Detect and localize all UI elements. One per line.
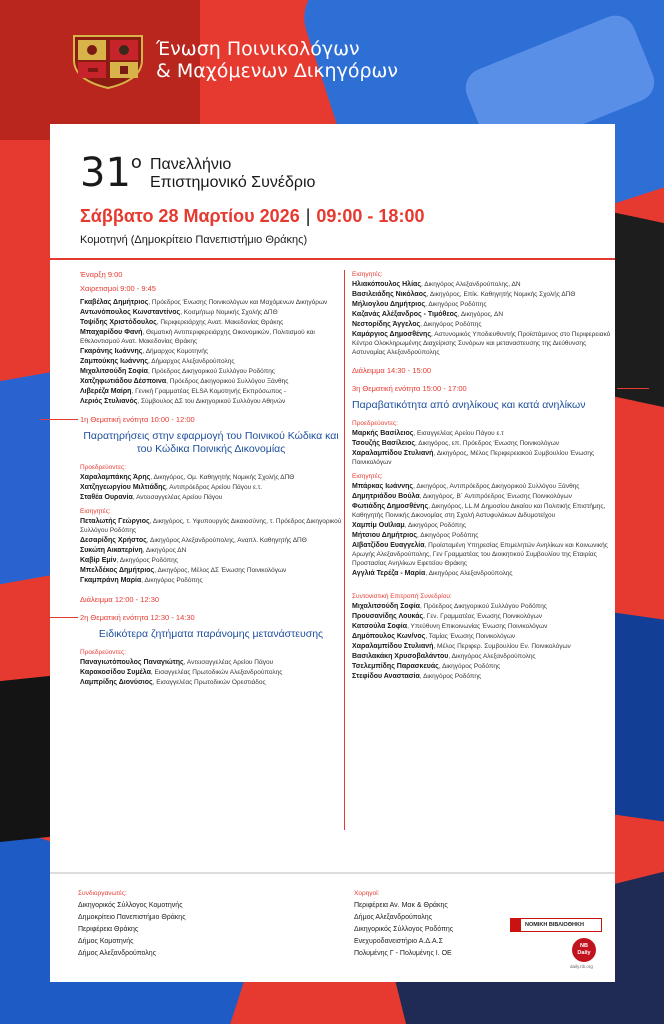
person-role: , Δικηγόρος Αλεξανδρούπολης <box>448 653 536 660</box>
person-role: , Εισαγγελέας Πρωτοδικών Αλεξανδρούπολης <box>150 669 283 676</box>
person-role: , Πρόεδρος Δικηγορικού Συλλόγου Ξάνθης <box>166 378 289 385</box>
person-name: Γκαράνης Ιωάννης <box>80 348 143 355</box>
footer-item: Δήμος Κομοτηνής <box>78 938 134 945</box>
event-date <box>80 206 424 227</box>
greetings-heading: Χαιρετισμοί 9:00 - 9:45 <box>80 284 156 293</box>
person-name: Σταθέα Ουρανία <box>80 494 133 501</box>
person-role: , Αστυνομικός Υποδιευθυντής Προϊστάμενος στο Περιφερειακό Κέντρο Ολοκληρωμένης Διαχείρισης Συνόρων και μεταναστευσης της Διεύθυνσης Αστυνομίας Αλεξανδρούπολης <box>352 331 611 356</box>
edition-number <box>80 150 142 196</box>
session-1-topic: Παρατηρήσεις στην εφαρμογή του Ποινικού Κώδικα και του Κώδικα Ποινικής Δικονομίας <box>83 430 339 455</box>
time-text: 09:00 - 18:00 <box>316 206 425 226</box>
program-card <box>50 124 615 982</box>
person-role: , Αντιπρόεδρος Αρείου Πάγου ε.τ. <box>166 484 263 491</box>
person-entry <box>80 517 342 535</box>
session-1-heading: 1η Θεματική ενότητα 10:00 - 12:00 <box>80 415 342 424</box>
person-name: Μιχαλιτσούδη Σοφία <box>80 368 148 375</box>
person-entry <box>352 290 614 299</box>
date-text: Σάββατο 28 Μαρτίου 2026 <box>80 206 300 226</box>
person-entry <box>352 320 614 329</box>
session-1-speakers <box>80 517 342 585</box>
break-1: Διάλειμμα 12:00 - 12:30 <box>80 595 160 604</box>
person-name: Χαραλαμπίδου Στυλιανή <box>352 450 434 457</box>
person-entry <box>80 318 342 327</box>
person-role: , Αντεισαγγελέας Αρείου Πάγου <box>132 494 223 501</box>
person-role: , Δικηγόρος Αλεξανδρούπολης, Αναπλ. Καθηγητής ΔΠΘ <box>146 537 307 544</box>
person-role: , Δικηγόρος, Β΄ Αντιπρόεδρος Ένωσης Ποινικολόγων <box>419 493 572 500</box>
person-role: , Δήμαρχος Αλεξανδρούπολης <box>148 358 235 365</box>
crest-logo <box>70 30 146 90</box>
person-name: Γκαβέλας Δημήτριος <box>80 299 149 306</box>
person-role: , Δικηγόρος Ροδόπης <box>420 321 482 328</box>
person-name: Μαρκής Βασίλειος <box>352 430 414 437</box>
person-role: , Δικηγόρος Ροδόπης <box>417 532 479 539</box>
person-role: , Δικηγόρος, Μέλος Περιφερειακού Συμβουλίου Ένωσης Ποινικολόγων <box>352 450 595 466</box>
person-role: , Ταμίας Ένωσης Ποινικολόγων <box>425 633 516 640</box>
person-role: , Θεματική Αντιπεριφερειάρχης Οικονομικών, Πολιτισμού και Εθελοντισμού Ανατ. Μακεδονίας Θράκης <box>80 329 315 345</box>
person-name: Χατζηφωτιάδου Δέσποινα <box>80 378 167 385</box>
person-entry <box>80 576 342 585</box>
person-name: Νεστορίδης Άγγελος <box>352 321 421 328</box>
person-entry <box>352 632 614 641</box>
person-role: , Δικηγόρος, Αντιπρόεδρος Δικηγορικού Συλλόγου Ξάνθης <box>413 483 580 490</box>
person-name: Καβίρ Εμίν <box>80 557 117 564</box>
person-name: Γκαμπράνη Μαρία <box>80 577 142 584</box>
session-1-speakers-label: Εισηγητές: <box>80 508 111 515</box>
person-entry <box>352 541 614 568</box>
nb-line-1: NB <box>580 943 588 949</box>
person-entry <box>352 569 614 578</box>
person-name: Παναγιωτόπουλος Παναγιώτης <box>80 659 184 666</box>
footer-item: Δήμος Αλεξανδρούπολης <box>354 914 433 921</box>
person-role: , Εισαγγελέας Πρωτοδικών Ορεστιάδος <box>152 679 266 686</box>
edition-number-value: 31 <box>80 150 131 196</box>
person-role: , Δικηγόρος Αλεξανδρούπολης <box>425 570 513 577</box>
conference-title-line-1: Πανελλήνιο <box>150 156 232 173</box>
person-name: Συκώτη Αικατερίνη <box>80 547 143 554</box>
person-name: Χαμπίμ Ουϊλιαμ <box>352 522 405 529</box>
person-role: , Δικηγόρος, τ. Υφυπουργός Δικαιοσύνης, τ. Πρόεδρος Δικηγορικού Συλλόγου Ροδόπης <box>80 518 342 534</box>
person-entry <box>80 397 342 406</box>
person-role: , Γενική Γραμματέας ELSA Κομοτηνής Εκπρόσωπος - <box>131 388 287 395</box>
nomiki-label: ΝΟΜΙΚΗ ΒΙΒΛΙΟΘΗΚΗ <box>525 922 584 928</box>
person-entry <box>352 280 614 289</box>
person-entry <box>352 502 614 520</box>
person-entry <box>80 473 342 482</box>
person-name: Μιχαλιτσούδη Σοφία <box>352 603 420 610</box>
person-entry <box>80 668 342 677</box>
person-role: , Κοσμήτωρ Νομικής Σχολής ΔΠΘ <box>180 309 278 316</box>
person-name: Δημητριάδου Βούλα <box>352 493 420 500</box>
committee-label: Συντονιστική Επιτροπή Συνεδρίου: <box>352 593 452 600</box>
person-entry <box>80 483 342 492</box>
person-entry <box>352 310 614 319</box>
right-column <box>352 270 614 682</box>
co-organizers-label: Συνδιοργανωτές: <box>78 890 127 897</box>
nb-line-2: Daily <box>577 950 591 956</box>
footer-item: Δικηγορικός Σύλλογος Ροδόπης <box>354 926 454 933</box>
person-role: , Σύμβουλος ΔΣ του Δικηγορικού Συλλόγου Αθηνών <box>137 398 286 405</box>
person-entry <box>352 492 614 501</box>
person-name: Μπαχαρίδου Φανή <box>80 329 143 336</box>
person-entry <box>352 652 614 661</box>
person-entry <box>352 662 614 671</box>
person-name: Λιβερέζα Μαίρη <box>80 388 132 395</box>
person-entry <box>352 521 614 530</box>
person-entry <box>80 308 342 317</box>
event-place: Κομοτηνή (Δημοκρίτειο Πανεπιστήμιο Θράκης) <box>80 234 308 246</box>
session-3-topic: Παραβατικότητα από ανηλίκους και κατά ανηλίκων <box>352 399 586 411</box>
greeters-list <box>80 298 342 406</box>
person-entry <box>352 330 614 357</box>
person-role: , Δικηγόρος Ροδόπης <box>141 577 203 584</box>
edition-ordinal: ο <box>130 152 142 173</box>
opening: Έναρξη 9:00 <box>80 270 123 279</box>
person-name: Φωτιάδης Δημοσθένης <box>352 503 429 510</box>
footer-item: Περιφέρεια Θράκης <box>78 926 139 933</box>
person-role: , Μέλος Περιφερ. Συμβουλίου Εν. Ποινικολόγων <box>433 643 571 650</box>
person-entry <box>352 449 614 467</box>
person-name: Κατσούλα Σοφία <box>352 623 408 630</box>
person-name: Μπάρκας Ιωάννης <box>352 483 414 490</box>
person-entry <box>80 367 342 376</box>
hero <box>50 124 615 260</box>
person-name: Ζαμπούκης Ιωάννης <box>80 358 149 365</box>
person-name: Τοψίδης Χριστόδουλος <box>80 319 157 326</box>
person-entry <box>80 347 342 356</box>
person-entry <box>352 300 614 309</box>
person-entry <box>352 531 614 540</box>
footer <box>50 872 615 982</box>
co-organizers-list <box>78 900 186 960</box>
person-role: , Δήμαρχος Κομοτηνής <box>142 348 208 355</box>
session-3-chairs-label: Προεδρεύοντες: <box>352 420 398 427</box>
left-column <box>80 270 342 688</box>
person-name: Βασιλειάδης Νικόλαος <box>352 291 427 298</box>
person-role: , Δικηγόρος Ροδόπης <box>404 522 467 529</box>
person-name: Μήτσιου Δημήτριος <box>352 532 417 539</box>
person-role: , Δικηγόρος, Ομ. Καθηγητής Νομικής Σχολής ΔΠΘ <box>150 474 295 481</box>
person-entry <box>80 328 342 346</box>
person-entry <box>80 556 342 565</box>
footer-item: Δήμος Αλεξανδρούπολης <box>78 950 157 957</box>
person-role: , Δικηγόρος Ροδόπης <box>425 301 487 308</box>
session-3-speakers-label: Εισηγητές: <box>352 473 383 480</box>
person-name: Ηλιακόπουλος Ηλίας <box>352 281 421 288</box>
person-name: Αϊβατζίδου Ευαγγελία <box>352 542 425 549</box>
person-entry <box>80 387 342 396</box>
person-entry <box>80 566 342 575</box>
person-name: Λεριός Στυλιανός <box>80 398 138 405</box>
person-name: Μήλιογλου Δημήτριος <box>352 301 426 308</box>
person-role: , Δικηγόρος, επ. Πρόεδρος Ένωσης Ποινικολόγων <box>414 440 560 447</box>
person-name: Χαραλαμπίδου Στυλιανή <box>352 643 434 650</box>
conference-title-line-2: Επιστημονικό Συνέδριο <box>150 174 316 191</box>
person-entry <box>80 298 342 307</box>
sponsors-list <box>354 900 453 960</box>
break-2: Διάλειμμα 14:30 - 15:00 <box>352 366 432 375</box>
session-1-chairs-label: Προεδρεύοντες: <box>80 464 126 471</box>
person-role: , Δικηγόρος, LL.M Δημοσίου Δικαίου και Πολιτικής Επιστήμης, Καθηγητής Ποινικής Δικονομίας στη Σχολή Αστυφυλάκων Διδυμοτείχου <box>352 503 606 519</box>
person-entry <box>80 357 342 366</box>
session-3-heading: 3η Θεματική ενότητα 15:00 - 17:00 <box>352 384 614 393</box>
person-role: , Περιφερειάρχης Ανατ. Μακεδονίας Θράκης <box>156 319 284 326</box>
person-entry <box>352 429 614 438</box>
book-icon <box>511 919 521 931</box>
person-role: , Πρόεδρος Δικηγορικού Συλλόγου Ροδόπης <box>419 603 547 610</box>
org-line-2: & Μαχόμενων Δικηγόρων <box>156 60 399 82</box>
nb-daily-url: daily.nb.org <box>570 964 593 969</box>
sponsors <box>354 890 453 960</box>
nomiki-vivliothiki-logo <box>510 918 602 932</box>
footer-item: Δημοκρίτειο Πανεπιστήμιο Θράκης <box>78 914 186 921</box>
person-entry <box>352 642 614 651</box>
person-role: , Δικηγόρος Αλεξανδρούπολης, ΔΝ <box>420 281 521 288</box>
person-role: , Δικηγόρος Ροδόπης <box>116 557 178 564</box>
person-role: , Προϊσταμένη Υπηρεσίας Επιμελητών Ανηλίκων και Κοινωνικής Αρωγής Αλεξανδρούπολης, Γεν Γραμματέας του Διοικητικού Συμβουλίου της Εταιρίας Προστασίας Ανηλίκων Εφετείου Θράκης <box>352 542 608 567</box>
footer-item: Δικηγορικός Σύλλογος Κομοτηνής <box>78 902 183 909</box>
person-name: Μπελδέκος Δημήτριος <box>80 567 155 574</box>
person-name: Στεφίδου Αναστασία <box>352 673 420 680</box>
date-separator: | <box>305 206 311 226</box>
person-role: , Γεν. Γραμματέας Ένωσης Ποινικολόγων <box>423 613 542 620</box>
column-divider <box>344 270 345 830</box>
footer-item: Πολυμένης Γ - Πολυμένης Ι. ΟΕ <box>354 950 452 957</box>
person-role: , Δικηγόρος ΔΝ <box>142 547 187 554</box>
person-name: Αγγλιά Τερέζα - Μαρία <box>352 570 426 577</box>
org-line-1: Ένωση Ποινικολόγων <box>156 38 360 60</box>
person-role: , Πρόεδρος Ένωσης Ποινικολόγων και Μαχόμενων Δικηγόρων <box>148 299 328 306</box>
session-2-heading: 2η Θεματική ενότητα 12:30 - 14:30 <box>80 613 342 622</box>
person-name: Πεταλωτής Γεώργιος <box>80 518 150 525</box>
person-name: Καζανάς Αλέξανδρος - Τιμόθεος <box>352 311 458 318</box>
person-entry <box>80 536 342 545</box>
person-entry <box>80 546 342 555</box>
session-2-topic: Ειδικότερα ζητήματα παράνομης μετανάστευσης <box>98 628 324 640</box>
person-role: , Αντεισαγγελέας Αρείου Πάγου <box>183 659 274 666</box>
session-2-chairs <box>80 658 342 687</box>
person-name: Βασιλακάκη Χρυσοβαλάντου <box>352 653 449 660</box>
session-2-chairs-label: Προεδρεύοντες: <box>80 649 126 656</box>
sponsors-label: Χορηγοί: <box>354 890 380 897</box>
footer-item: Περιφέρεια Αν. Μακ & Θράκης <box>354 902 448 909</box>
person-entry <box>352 482 614 491</box>
person-role: , Δικηγόρος, Μέλος ΔΣ Ένωσης Ποινικολόγων <box>154 567 287 574</box>
person-entry <box>80 377 342 386</box>
person-name: Προυσανίδης Λουκάς <box>352 613 424 620</box>
session-3-chairs <box>352 429 614 467</box>
person-role: , Υπεύθυνη Επικοινωνίας Ένωσης Ποινικολόγων <box>407 623 548 630</box>
person-role: , Δικηγόρος, ΔΝ <box>457 311 504 318</box>
conference-title <box>150 156 315 192</box>
person-entry <box>352 622 614 631</box>
person-role: , Εισαγγελέας Αρείου Πάγου ε.τ <box>413 430 504 437</box>
session-3-speakers <box>352 482 614 578</box>
person-entry <box>80 658 342 667</box>
person-name: Δεσαρίδης Χρήστος <box>80 537 147 544</box>
header <box>70 30 398 90</box>
person-entry <box>80 678 342 687</box>
person-name: Χαραλαμπάκης Άρης <box>80 474 151 481</box>
person-entry <box>352 672 614 681</box>
person-name: Τσελεμπίδης Παρασκευάς <box>352 663 439 670</box>
footer-item: Ενεχυροδανειστήριο Α.Δ.Α.Σ <box>354 938 443 945</box>
person-name: Καμάργιος Δημοσθένης <box>352 331 431 338</box>
person-entry <box>80 493 342 502</box>
person-role: , Δικηγόρος Ροδόπης <box>419 673 482 680</box>
session-1-chairs <box>80 473 342 502</box>
person-name: Χατζηγεωργίου Μιλτιάδης <box>80 484 167 491</box>
organization-name <box>156 38 398 82</box>
session-2-speakers <box>352 280 614 357</box>
nb-daily-logo <box>572 938 596 962</box>
person-role: , Δικηγόρος Ροδόπης <box>438 663 501 670</box>
person-name: Λαμπρίδης Διονύσιος <box>80 679 153 686</box>
person-entry <box>352 602 614 611</box>
person-entry <box>352 612 614 621</box>
person-role: , Πρόεδρος Δικηγορικού Συλλόγου Ροδόπης <box>147 368 275 375</box>
person-entry <box>352 439 614 448</box>
committee-list <box>352 602 614 681</box>
person-name: Αντωνόπουλος Κωνσταντίνος <box>80 309 181 316</box>
person-name: Τσουζής Βασίλειος <box>352 440 415 447</box>
person-name: Καρακοσίδου Συμέλα <box>80 669 151 676</box>
person-role: , Δικηγόρος, Επίκ. Καθηγητής Νομικής Σχολής ΔΠΘ <box>426 291 576 298</box>
person-name: Δημόπουλος Κων/νος <box>352 633 426 640</box>
session-2-speakers-label: Εισηγητές: <box>352 271 383 278</box>
co-organizers <box>78 890 186 960</box>
